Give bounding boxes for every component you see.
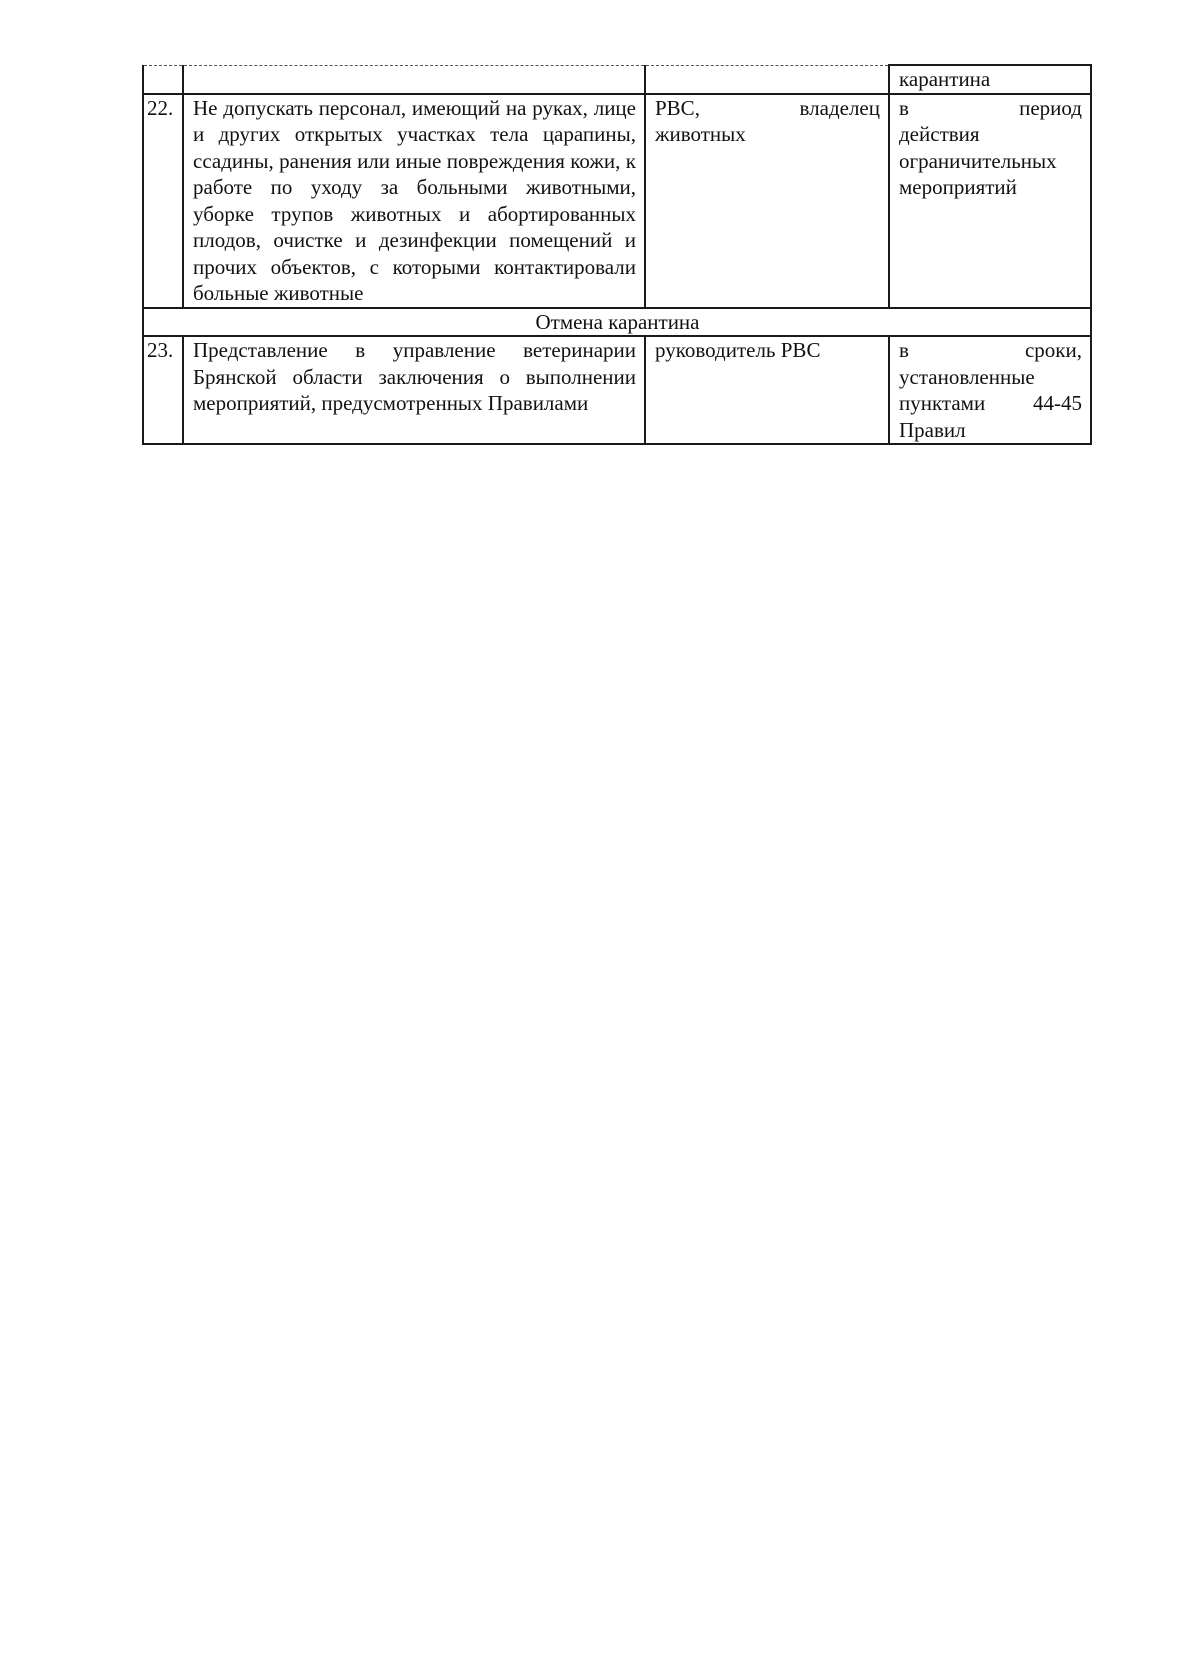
section-header-row [143,308,1091,337]
deadline-word: 44-45 [1033,391,1082,415]
task-cell [183,65,645,94]
deadline-cell [889,336,1091,444]
deadline-text: действия ограничительных мероприятий [899,122,1057,199]
responsible-cell: РВС, владелец животных [645,94,889,308]
deadline-word: в [899,95,909,120]
deadline-word: сроки, [1024,338,1082,362]
deadline-word: пунктами [899,391,986,415]
section-header: Отмена карантина [143,308,1091,337]
table-row-continuation [143,65,1091,94]
deadline-line [899,95,1082,122]
task-cell: Не допускать персонал, имеющий на руках, лице и других открытых участках тела царапины, ссадины, ранения или иные повреждения кожи, к работе по уходу за больными животными, уборке трупов животных и абортированных плодов, очистке и дезинфекции помещений и прочих объектов, с которыми контактировали больные животные [183,94,645,308]
deadline-line [899,337,1082,364]
deadline-line: установленные [899,364,1035,389]
table-row-22 [143,94,1091,308]
deadline-word: период [1019,95,1082,120]
responsible-cell [645,65,889,94]
deadline-line [899,390,1082,417]
deadline-line: Правил [899,417,966,442]
deadline-word: в [899,338,909,362]
row-number: 22. [143,94,183,308]
measures-table [142,64,1092,445]
deadline-cell [889,94,1091,308]
table-row-23 [143,336,1091,444]
responsible-cell: руководитель РВС [645,336,889,444]
deadline-cell: карантина [889,65,1091,94]
task-cell: Представление в управление ветеринарии Брянской области заключения о выполнении мероприятий, предусмотренных Правилами [183,336,645,444]
row-number: 23. [143,336,183,444]
row-number [143,65,183,94]
